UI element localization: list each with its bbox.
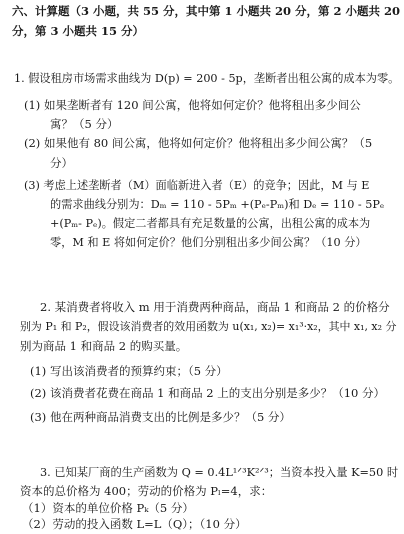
- q2-stem-line-2: 别为 P₁ 和 P₂，假设该消费者的效用函数为 u(x₁, x₂)= x₁³·x₂，其中 x₁, x₂ 分: [20, 320, 397, 333]
- q2-part2: (2) 该消费者花费在商品 1 和商品 2 上的支出分别是多少？（10 分）: [30, 386, 385, 400]
- q1-part3-line-1: (3) 考虑上述垄断者（M）面临新进入者（E）的竞争；因此，M 与 E: [24, 179, 370, 192]
- q2-part3: (3) 他在两种商品消费支出的比例是多少？（5 分）: [30, 410, 291, 424]
- q3-part1: （1）资本的单位价格 Pₖ（5 分）: [22, 501, 194, 515]
- section-title-line-2: 分，第 3 小题共 15 分）: [12, 24, 145, 38]
- q1-part3-line-4: 零，M 和 E 将如何定价？他们分别租出多少间公寓？（10 分）: [50, 236, 367, 249]
- q1-part3-line-2: 的需求曲线分别为：Dₘ = 110 - 5Pₘ +(Pₑ-Pₘ)和 Dₑ = 110 - 5Pₑ: [50, 198, 385, 211]
- q1-part2-line-2: 分）: [50, 156, 73, 170]
- q1-stem: 1. 假设租房市场需求曲线为 D(p) = 200 - 5p，垄断者出租公寓的成本为零。: [14, 72, 400, 85]
- q2-part1: (1) 写出该消费者的预算约束；（5 分）: [30, 364, 228, 378]
- q1-part1-line-1: (1) 如果垄断者有 120 间公寓，他将如何定价？他将租出多少间公: [24, 98, 361, 112]
- q3-stem-line-2: 资本的总价格为 400；劳动的价格为 Pₗ=4，求：: [20, 484, 273, 498]
- q1-part3-line-3: +(Pₘ- Pₑ)。假定二者都具有充足数量的公寓，出租公寓的成本为: [50, 217, 371, 230]
- q3-part2: （2）劳动的投入函数 L=L（Q）；（10 分）: [22, 517, 247, 531]
- q1-part2-line-1: (2) 如果他有 80 间公寓，他将如何定价？他将租出多少间公寓？（5: [24, 136, 373, 150]
- q3-stem-line-1: 3. 已知某厂商的生产函数为 Q = 0.4L¹ᐟ³K²ᐟ³；当资本投入量 K=50 时: [40, 466, 399, 479]
- q2-stem-line-1: 2. 某消费者将收入 m 用于消费两种商品，商品 1 和商品 2 的价格分: [40, 300, 390, 314]
- q2-stem-line-3: 别为商品 1 和商品 2 的购买量。: [20, 339, 188, 353]
- q1-part1-line-2: 寓？（5 分）: [50, 117, 119, 131]
- section-title-line-1: 六、计算题（3 小题，共 55 分，其中第 1 小题共 20 分，第 2 小题共 20: [12, 4, 401, 18]
